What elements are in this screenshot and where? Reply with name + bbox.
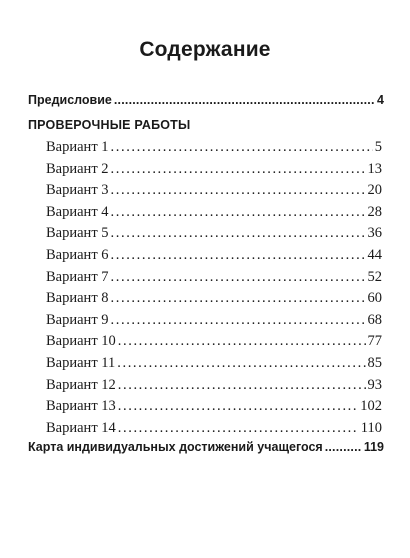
toc-entry-variant [46, 312, 382, 329]
toc-entry-preface [28, 93, 384, 107]
toc-entry-variant [46, 333, 382, 350]
dot-leader [111, 247, 366, 264]
toc-entry-page: 110 [360, 419, 382, 436]
dot-leader [118, 377, 366, 394]
toc-entry-page: 36 [367, 225, 382, 242]
dot-leader [111, 139, 373, 156]
toc-entry-achievements [28, 440, 384, 454]
toc-entry-label: Вариант 12 [46, 376, 116, 393]
toc-entry-page: 13 [367, 160, 382, 177]
toc-entry-variant [46, 420, 382, 437]
toc-entry-variant [46, 398, 382, 415]
dot-leader [118, 398, 358, 415]
toc-entry-variant [46, 225, 382, 242]
dot-leader [111, 225, 366, 242]
dot-leader [325, 440, 362, 454]
toc-entry-variant [46, 161, 382, 178]
section-heading: ПРОВЕРОЧНЫЕ РАБОТЫ [28, 118, 191, 132]
toc-entry-page: 28 [367, 203, 382, 220]
toc-entry-variant [46, 355, 382, 372]
toc-entry-label: Предисловие [28, 93, 112, 107]
toc-entry-label: Вариант 8 [46, 290, 109, 307]
toc-entry-label: Карта индивидуальных достижений учащегося [28, 440, 323, 454]
toc-entry-page: 52 [367, 268, 382, 285]
toc-entry-label: Вариант 3 [46, 182, 109, 199]
toc-entry-variant [46, 290, 382, 307]
dot-leader [111, 290, 366, 307]
toc-entry-label: Вариант 5 [46, 225, 109, 242]
toc-entry-variant [46, 204, 382, 221]
toc-entry-page: 68 [367, 311, 382, 328]
toc-entry-variant [46, 182, 382, 199]
toc-entry-label: Вариант 11 [46, 355, 116, 371]
toc-entry-label: Вариант 13 [46, 398, 116, 415]
toc-entry-page: 44 [367, 247, 382, 263]
toc-entry-label: Вариант 14 [46, 419, 116, 436]
toc-entry-page: 4 [377, 93, 384, 107]
dot-leader [114, 93, 375, 107]
toc-entry-label: Вариант 7 [46, 268, 109, 285]
toc-entry-page: 77 [367, 333, 382, 350]
dot-leader [111, 204, 366, 221]
toc-entry-variant [46, 269, 382, 286]
toc-entry-variant [46, 139, 382, 156]
dot-leader [117, 355, 365, 372]
toc-entry-page: 93 [367, 376, 382, 393]
toc-entry-page: 5 [374, 139, 382, 155]
dot-leader [111, 312, 366, 329]
dot-leader [118, 333, 366, 350]
toc-entry-page: 102 [360, 398, 382, 415]
dot-leader [118, 420, 359, 437]
toc-entry-label: Вариант 9 [46, 311, 109, 328]
toc-entry-variant [46, 377, 382, 394]
toc-entry-label: Вариант 1 [46, 139, 109, 155]
dot-leader [111, 182, 366, 199]
dot-leader [111, 269, 366, 286]
page-title: Содержание [139, 38, 271, 61]
toc-entry-page: 85 [367, 355, 382, 371]
toc-entry-label: Вариант 10 [46, 333, 116, 350]
toc-entry-page: 60 [367, 290, 382, 307]
toc-entry-label: Вариант 6 [46, 247, 109, 263]
toc-entry-page: 119 [363, 440, 384, 454]
toc-entry-label: Вариант 2 [46, 160, 109, 177]
toc-entry-label: Вариант 4 [46, 203, 109, 220]
dot-leader [111, 161, 366, 178]
toc-entry-variant [46, 247, 382, 264]
toc-entry-page: 20 [367, 182, 382, 199]
